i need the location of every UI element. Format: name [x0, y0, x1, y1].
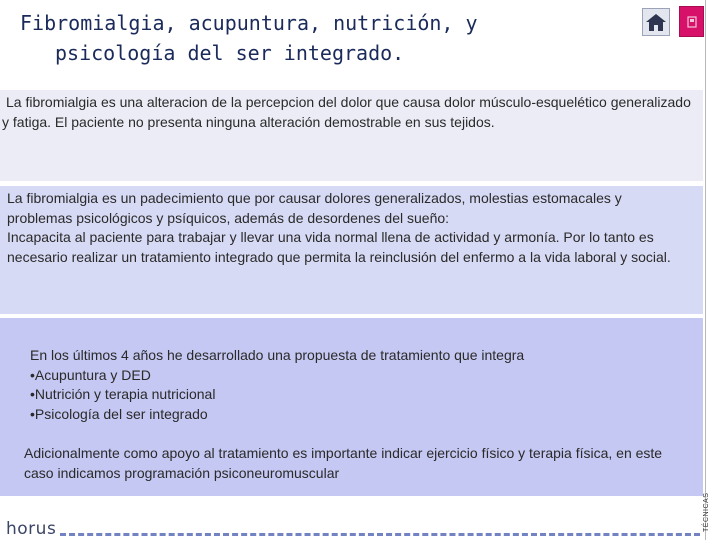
list-item: • Psicología del ser integrado	[30, 405, 663, 425]
horus-logo: horus	[6, 519, 57, 539]
nav-square-button[interactable]	[679, 6, 704, 37]
definition-box	[0, 90, 703, 181]
list-item: • Nutrición y terapia nutricional	[30, 385, 663, 405]
description-text-1: La fibromialgia es un padecimiento que por causar dolores generalizados, molestias estomacales y problemas psicológicos y psíquicos, además de desordenes del sueño:	[7, 190, 622, 226]
title-line-2: psicología del ser integrado.	[55, 41, 405, 65]
treatment-box	[0, 318, 703, 496]
treatment-intro: En los últimos 4 años he desarrollado una propuesta de tratamiento que integra	[30, 347, 525, 363]
description-box	[0, 186, 703, 314]
title-line-1: Fibromialgia, acupuntura, nutrición, y	[20, 11, 478, 35]
home-button[interactable]	[642, 8, 670, 36]
treatment-list	[30, 366, 663, 425]
side-bar	[705, 0, 720, 540]
description-text-2: Incapacita al paciente para trabajar y llevar una vida normal llena de actividad y armonía. Por lo tanto es necesario realizar un tratamiento integrado que permita la reinclusión del enfermo a la vida laboral y social.	[7, 229, 671, 265]
square-icon	[685, 14, 699, 30]
page-title	[20, 8, 620, 68]
footer-divider	[60, 533, 700, 536]
treatment-extra: Adicionalmente como apoyo al tratamiento es importante indicar ejercicio físico y terapia física, en este caso indicamos programación psiconeuromuscular	[24, 445, 663, 481]
list-item: • Acupuntura y DED	[30, 366, 663, 386]
definition-text: La fibromialgia es una alteracion de la percepcion del dolor que causa dolor músculo-esquelético generalizado y fatiga. El paciente no presenta ninguna alteración demostrable en sus tejidos.	[2, 94, 691, 130]
home-icon	[645, 12, 667, 32]
side-label: TÉCNICAS	[703, 492, 710, 532]
